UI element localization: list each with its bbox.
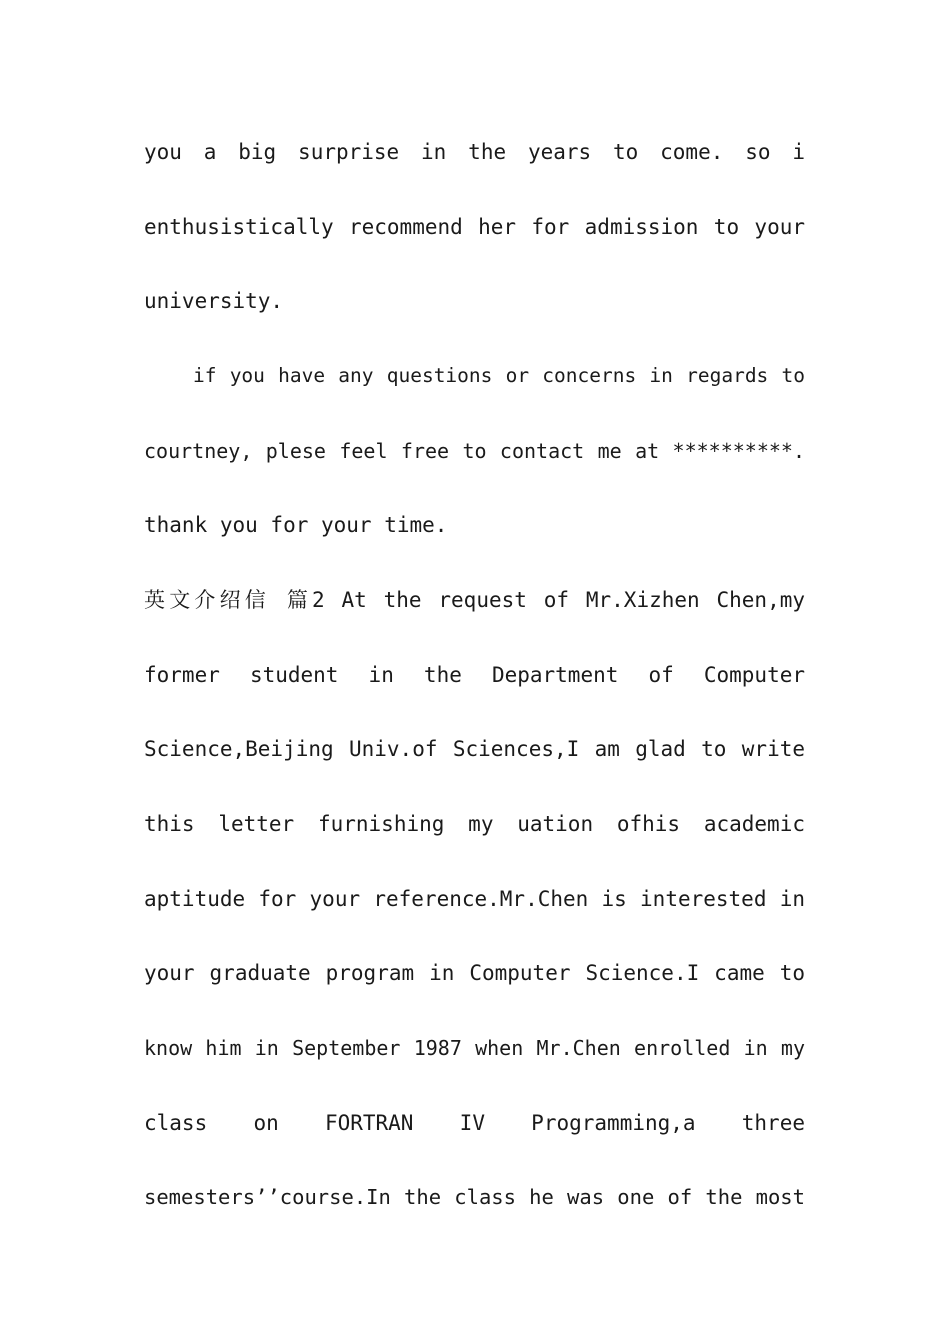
text-line: courtney, plese feel free to contact me at **********.	[144, 439, 805, 463]
text-line: former student in the Department of Computer	[144, 663, 805, 687]
text-line: class on FORTRAN IV Programming,a three	[144, 1111, 805, 1135]
text-line: Science,Beijing Univ.of Sciences,I am glad to write	[144, 737, 805, 761]
text-line: thank you for your time.	[144, 513, 448, 537]
section-heading-line: 英文介绍信 篇2 At the request of Mr.Xizhen Chen,my	[144, 588, 805, 612]
text-line: university.	[144, 289, 284, 313]
text-line: enthusistically recommend her for admission to your	[144, 215, 805, 239]
text-line: you a big surprise in the years to come. so i	[144, 140, 805, 164]
text-line: semesters’’course.In the class he was one of the most	[144, 1185, 805, 1209]
text-line: if you have any questions or concerns in regards to	[193, 364, 805, 387]
text-line: this letter furnishing my uation ofhis academic	[144, 812, 805, 836]
text-line: your graduate program in Computer Science.I came to	[144, 961, 805, 985]
text-line: know him in September 1987 when Mr.Chen enrolled in my	[144, 1036, 805, 1060]
text-line: aptitude for your reference.Mr.Chen is interested in	[144, 887, 805, 911]
